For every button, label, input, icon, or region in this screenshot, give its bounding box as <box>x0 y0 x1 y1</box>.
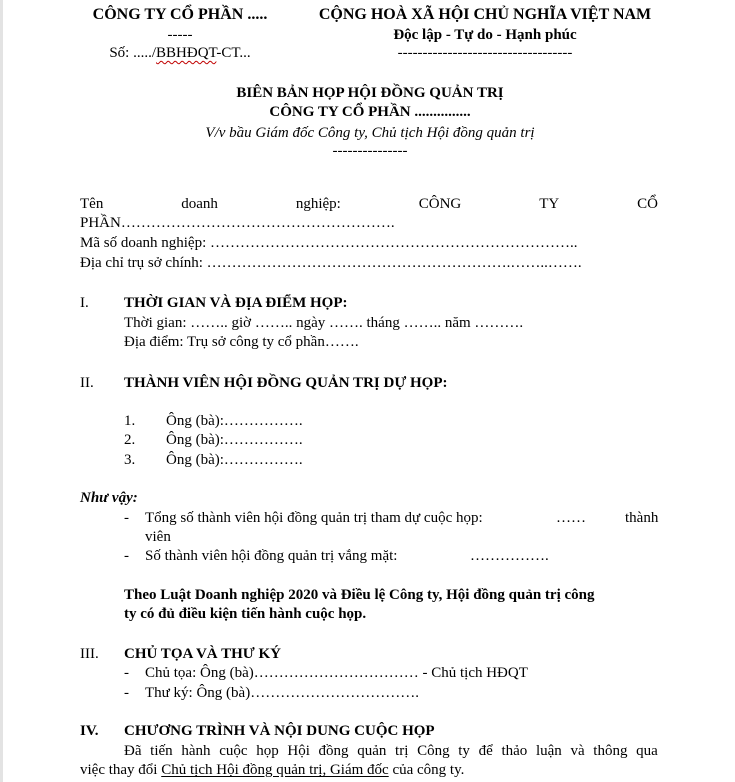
meeting-content-word: Công <box>417 743 450 759</box>
meeting-content-word: luận <box>535 743 562 759</box>
meeting-content-word: qua <box>636 743 658 759</box>
meeting-content-word: ty <box>458 743 470 759</box>
section-4-title: CHƯƠNG TRÌNH VÀ NỘI DUNG CUỘC HỌP <box>124 723 435 739</box>
section-2-number: II. <box>80 375 94 391</box>
meeting-time: Thời gian: …….. giờ …….. ngày ……. tháng …….. năm ………. <box>124 315 524 331</box>
section-2-title: THÀNH VIÊN HỘI ĐỒNG QUẢN TRỊ DỰ HỌP: <box>124 375 448 391</box>
bullet-dash: - <box>124 548 129 564</box>
company-name-word: doanh <box>181 196 218 212</box>
document-title-company: CÔNG TY CỔ PHẦN ............... <box>269 104 471 120</box>
meeting-content-line-1 <box>124 742 658 760</box>
meeting-content-word: thông <box>593 743 628 759</box>
section-3-title: CHỦ TỌA VÀ THƯ KÝ <box>124 646 281 662</box>
meeting-content-word: hành <box>181 743 211 759</box>
quorum-conclusion-line-1: Theo Luật Doanh nghiệp 2020 và Điều lệ Công ty, Hội đồng quản trị công <box>124 587 595 603</box>
company-name-header: CÔNG TY CỔ PHẦN ..... <box>92 6 268 23</box>
company-name-word: Tên <box>80 196 104 212</box>
national-motto: Độc lập - Tự do - Hạnh phúc <box>393 27 577 43</box>
meeting-content-suffix: của công ty. <box>388 762 465 778</box>
company-name-line <box>80 195 658 213</box>
meeting-content-word: cuộc <box>219 743 248 759</box>
company-name-continued: PHẦN………………………………………………. <box>80 215 395 231</box>
company-name-word: CỔ <box>637 196 658 212</box>
document-number <box>80 44 280 62</box>
bullet-dash: - <box>124 510 129 526</box>
summary-label: Như vậy: <box>80 490 138 506</box>
section-1-number: I. <box>80 295 89 311</box>
republic-header: CỘNG HOÀ XÃ HỘI CHỦ NGHĨA VIỆT NAM <box>318 6 652 23</box>
motto-underline: ----------------------------------- <box>397 45 573 61</box>
section-4-number: IV. <box>80 723 99 739</box>
document-number-code: BBHĐQT <box>156 45 217 61</box>
meeting-content-prefix: việc thay đổi <box>80 762 162 778</box>
meeting-content-word: quản <box>357 743 387 759</box>
meeting-content-word: Hội <box>287 743 310 759</box>
absent-count-dots: ……………. <box>470 548 549 564</box>
attendance-count-dots: …… <box>556 510 586 526</box>
meeting-place: Địa điểm: Trụ sở công ty cổ phần……. <box>124 334 359 350</box>
document-subject: V/v bầu Giám đốc Công ty, Chủ tịch Hội đồng quản trị <box>205 125 535 141</box>
company-name-word: TY <box>539 196 560 212</box>
attendance-count-text: Tổng số thành viên hội đồng quản trị tham dự cuộc họp: <box>145 510 483 526</box>
meeting-content-word: tiến <box>150 743 173 759</box>
title-divider: --------------- <box>332 143 408 159</box>
section-1-title: THỜI GIAN VÀ ĐỊA ĐIỂM HỌP: <box>124 295 348 311</box>
bullet-dash: - <box>124 665 129 681</box>
secretary-line: Thư ký: Ông (bà)……………………………. <box>145 685 419 701</box>
member-number: 2. <box>124 432 136 448</box>
meeting-content-word: Đã <box>124 743 142 759</box>
member-line: Ông (bà):……………. <box>166 452 303 468</box>
company-name-word: CÔNG <box>418 196 462 212</box>
document-number-prefix: Số: ...../ <box>109 45 157 61</box>
meeting-content-word: trị <box>395 743 409 759</box>
meeting-content-word: đồng <box>318 743 349 759</box>
bullet-dash: - <box>124 685 129 701</box>
member-number: 1. <box>124 413 136 429</box>
meeting-content-word: và <box>570 743 585 759</box>
member-line: Ông (bà):……………. <box>166 413 303 429</box>
quorum-conclusion-line-2: ty có đủ điều kiện tiến hành cuộc họp. <box>124 606 367 622</box>
document-number-suffix: -CT... <box>216 45 251 61</box>
attendance-count-unit-continued: viên <box>145 529 171 545</box>
tax-code-line: Mã số doanh nghiệp: ……………………………………………………………….. <box>80 235 578 251</box>
company-header-dash: ----- <box>167 27 193 43</box>
address-line: Địa chỉ trụ sở chính: …………………………………………………….……..……. <box>80 255 582 271</box>
absent-count-text: Số thành viên hội đồng quản trị vắng mặt: <box>145 548 398 564</box>
meeting-content-underlined: Chủ tịch Hội đồng quản trị, Giám đốc <box>161 762 389 778</box>
member-line: Ông (bà):……………. <box>166 432 303 448</box>
meeting-content-word: thảo <box>501 743 528 759</box>
meeting-content-line-2 <box>80 761 464 779</box>
chairperson-line: Chủ tọa: Ông (bà)…………………………… - Chủ tịch HĐQT <box>145 665 528 681</box>
meeting-content-word: để <box>478 743 493 759</box>
member-number: 3. <box>124 452 136 468</box>
section-3-number: III. <box>80 646 99 662</box>
document-title: BIÊN BẢN HỌP HỘI ĐỒNG QUẢN TRỊ <box>236 85 504 101</box>
meeting-content-word: họp <box>256 743 279 759</box>
attendance-count-unit: thành <box>625 510 659 526</box>
company-name-word: nghiệp: <box>295 196 341 212</box>
